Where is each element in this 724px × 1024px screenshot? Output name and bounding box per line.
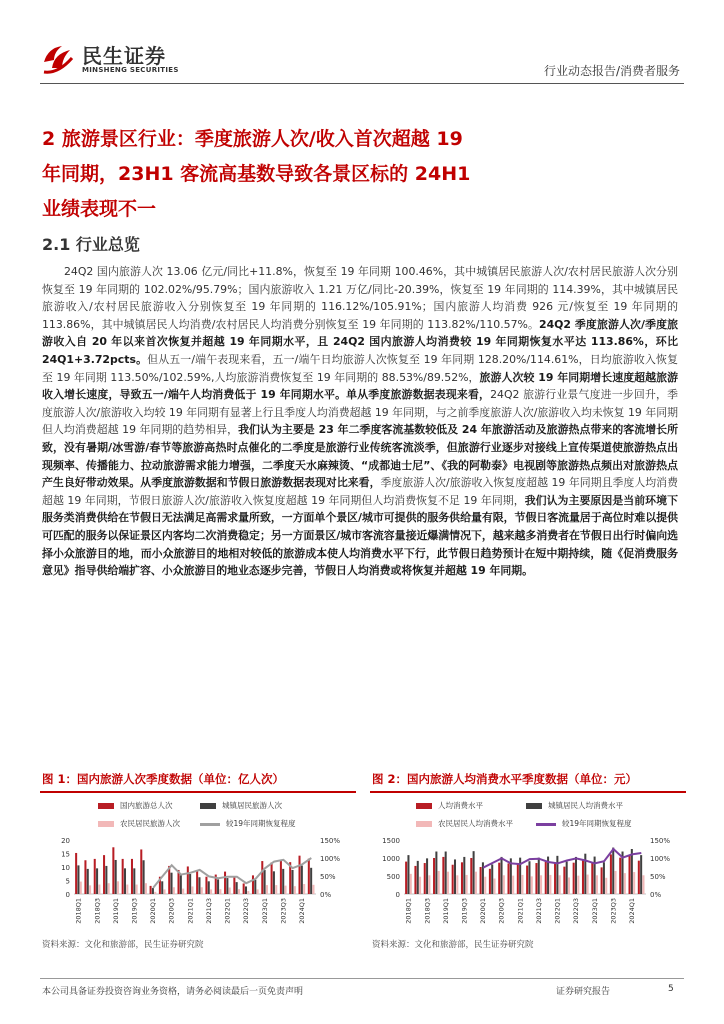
- x-tick-label: 2023Q1: [260, 898, 269, 924]
- bar-农民居民人均消费水平: [447, 872, 449, 894]
- bar-城镇居民旅游人次: [198, 877, 200, 894]
- figure-1-source: 资料来源：文化和旅游部，民生证券研究院: [42, 940, 204, 950]
- bar-人均消费水平: [554, 862, 556, 894]
- bar-城镇居民旅游人次: [161, 881, 163, 894]
- bar-农民居民旅游人次: [210, 889, 212, 894]
- bar-城镇居民旅游人次: [236, 882, 238, 894]
- legend-swatch: [98, 821, 114, 827]
- bar-农民居民人均消费水平: [624, 873, 626, 894]
- bar-国内旅游总人次: [261, 861, 263, 894]
- body-seg-8: 季度旅游人次/旅游收入恢复度超越 19 年同期且季度人均消费超越 19 年同期，节假日旅游人次/旅游收入恢复度超越 19 年同期但人均消费恢复不足 19 年同期，: [42, 476, 678, 507]
- bar-农民居民旅游人次: [312, 885, 314, 894]
- bar-国内旅游总人次: [94, 859, 96, 894]
- figure-2-rule: [370, 791, 686, 793]
- bar-国内旅游总人次: [299, 856, 301, 894]
- section-title-line-3: 业绩表现不一: [42, 198, 157, 220]
- bar-国内旅游总人次: [205, 877, 207, 894]
- body-seg-4: 旅游人次较 19 年同期增长速度超越旅游收入增长速度，导致五一/端午人均消费低于 19 年同期水平。: [42, 370, 678, 402]
- y-tick-label: 15: [61, 850, 70, 859]
- x-tick-label: 2023Q3: [609, 898, 618, 924]
- bar-国内旅游总人次: [233, 877, 235, 894]
- bar-农民居民人均消费水平: [512, 876, 514, 894]
- x-tick-label: 2019Q3: [130, 898, 139, 924]
- bar-农民居民人均消费水平: [568, 877, 570, 894]
- bar-国内旅游总人次: [140, 849, 142, 894]
- bar-国内旅游总人次: [84, 860, 86, 894]
- bar-农民居民旅游人次: [136, 885, 138, 894]
- bar-农民居民人均消费水平: [419, 877, 421, 894]
- body-seg-9: 我们认为主要原因是当前环境下服务类消费供给在节假日无法满足高需求量所致，一方面单个景区/城市可提供的服务供给量有限，节假日客流量居于高位时难以提供可匹配的服务以保证景区内客均二次消费稳定；另一方面景区/城市客流容量接近爆满情况下，越来越多消费者在节假日出行时偏向选择小众旅游目的地，而小众旅游目的地相对较低的旅游成本使人均消费水平下行，此节假日趋势预计在短中期持续，随《促消费服务意见》指导供给端扩容、小众旅游目的地业态逐步完善，节假日人均消费或将恢复并超越 19 年同期。: [42, 493, 678, 578]
- minsheng-logo-icon: [40, 42, 76, 76]
- bar-城镇居民人均消费水平: [501, 857, 503, 894]
- bar-农民居民人均消费水平: [521, 875, 523, 894]
- x-tick-label: 2022Q1: [223, 898, 232, 924]
- legend-swatch: [200, 803, 216, 809]
- body-paragraph: [42, 263, 678, 580]
- bar-国内旅游总人次: [75, 853, 77, 894]
- bar-国内旅游总人次: [187, 866, 189, 894]
- x-tick-label: 2021Q1: [516, 898, 525, 924]
- bar-城镇居民旅游人次: [180, 875, 182, 894]
- bar-人均消费水平: [414, 866, 416, 894]
- bar-城镇居民人均消费水平: [566, 862, 568, 894]
- body-seg-6: 24Q2 旅游行业景气度进一步回升，季度旅游人次/旅游收入均较 19 年同期有显著上行且季度人均消费超越 19 年同期，与之前季度旅游人次/旅游收入均未恢复 19 年同期但人均消费超越 19 年同期的趋势相异，: [42, 388, 679, 437]
- bar-人均消费水平: [489, 869, 491, 894]
- x-tick-label: 2018Q1: [74, 898, 83, 924]
- bar-农民居民旅游人次: [173, 887, 175, 894]
- legend-swatch: [98, 803, 114, 809]
- x-tick-label: 2022Q3: [572, 898, 581, 924]
- bar-城镇居民人均消费水平: [556, 856, 558, 894]
- bar-农民居民人均消费水平: [577, 876, 579, 894]
- y2-tick-label: 150%: [320, 837, 341, 845]
- bar-城镇居民人均消费水平: [612, 848, 614, 894]
- bar-人均消费水平: [610, 854, 612, 894]
- page-number: 5: [668, 984, 674, 994]
- bar-国内旅游总人次: [103, 855, 105, 894]
- x-tick-label: 2019Q1: [111, 898, 120, 924]
- y2-tick-label: 100%: [650, 855, 671, 863]
- bar-城镇居民旅游人次: [171, 873, 173, 894]
- bar-农民居民旅游人次: [201, 887, 203, 894]
- bar-人均消费水平: [582, 861, 584, 894]
- body-seg-1: 24Q2 国内旅游人次 13.06 亿元/同比+11.8%，恢复至 19 年同期 100.46%，其中城镇居民旅游人次/农村居民旅游人次分别恢复至 19 年同期的 102.02%/95.79%；国内旅游收入 1.21 万亿/同比-20.39%，恢复至 19 年同期的 114.39%，其中城镇居民旅游收入/农村居民旅游收入分别恢复至 19 年同期的 116.12%/105.91%；国内旅游人均消费 926 元/恢复至 19 年同期的 113.86%，其中城镇居民人均消费/农村居民人均消费分别恢复至 19 年同期的 113.82%/110.57%。: [42, 265, 678, 331]
- footer-divider: [40, 978, 684, 979]
- legend-swatch: [536, 823, 556, 826]
- bar-农民居民旅游人次: [126, 885, 128, 894]
- bar-国内旅游总人次: [308, 859, 310, 894]
- x-tick-label: 2018Q3: [93, 898, 102, 924]
- bar-城镇居民旅游人次: [254, 880, 256, 894]
- fig1-legend-recovery: 较19年同期恢复程度: [200, 818, 296, 829]
- bar-城镇居民旅游人次: [282, 869, 284, 894]
- fig2-legend-avg: 人均消费水平: [416, 800, 483, 811]
- bar-人均消费水平: [442, 857, 444, 894]
- report-category: 行业动态报告/消费者服务: [543, 64, 680, 78]
- bar-城镇居民旅游人次: [115, 860, 117, 894]
- fig1-legend-total: 国内旅游总人次: [98, 800, 173, 811]
- bar-国内旅游总人次: [150, 886, 152, 894]
- bar-城镇居民人均消费水平: [426, 858, 428, 894]
- bar-国内旅游总人次: [112, 847, 114, 894]
- legend-swatch: [416, 821, 432, 827]
- bar-城镇居民旅游人次: [124, 868, 126, 894]
- fig1-legend-rural: 农民居民旅游人次: [98, 818, 180, 829]
- bar-城镇居民人均消费水平: [640, 855, 642, 894]
- bar-城镇居民旅游人次: [310, 868, 312, 894]
- bar-农民居民旅游人次: [229, 888, 231, 894]
- bar-城镇居民人均消费水平: [538, 858, 540, 894]
- bar-农民居民旅游人次: [182, 889, 184, 894]
- bar-国内旅游总人次: [224, 872, 226, 894]
- figure-1-chart: [40, 834, 356, 934]
- x-tick-label: 2021Q3: [534, 898, 543, 924]
- y-tick-label: 500: [386, 873, 400, 881]
- x-tick-label: 2018Q3: [423, 898, 432, 924]
- bar-人均消费水平: [638, 861, 640, 894]
- bar-人均消费水平: [619, 858, 621, 894]
- bar-人均消费水平: [452, 865, 454, 894]
- y-tick-label: 10: [61, 864, 70, 872]
- x-tick-label: 2019Q3: [460, 898, 469, 924]
- bar-农民居民人均消费水平: [540, 875, 542, 894]
- bar-农民居民人均消费水平: [438, 871, 440, 894]
- bar-农民居民人均消费水平: [456, 875, 458, 894]
- x-tick-label: 2023Q3: [279, 898, 288, 924]
- bar-城镇居民人均消费水平: [463, 857, 465, 894]
- bar-农民居民人均消费水平: [615, 871, 617, 894]
- bar-农民居民旅游人次: [164, 889, 166, 894]
- y-tick-label: 5: [65, 877, 70, 886]
- bar-国内旅游总人次: [122, 859, 124, 894]
- figure-2-source: 资料来源：文化和旅游部，民生证券研究院: [372, 940, 534, 950]
- bar-农民居民旅游人次: [275, 885, 277, 894]
- bar-农民居民人均消费水平: [605, 878, 607, 894]
- x-tick-label: 2021Q1: [186, 898, 195, 924]
- bar-农民居民人均消费水平: [484, 877, 486, 894]
- bar-人均消费水平: [563, 867, 565, 894]
- bar-农民居民人均消费水平: [503, 875, 505, 894]
- x-tick-label: 2024Q1: [298, 898, 307, 924]
- bar-人均消费水平: [498, 863, 500, 894]
- bar-农民居民旅游人次: [285, 886, 287, 894]
- bar-城镇居民人均消费水平: [491, 864, 493, 894]
- bar-人均消费水平: [629, 855, 631, 894]
- bar-城镇居民旅游人次: [208, 881, 210, 894]
- bar-人均消费水平: [508, 863, 510, 894]
- bar-农民居民人均消费水平: [642, 875, 644, 894]
- bar-城镇居民旅游人次: [77, 865, 79, 894]
- bar-国内旅游总人次: [252, 875, 254, 894]
- bar-城镇居民人均消费水平: [603, 862, 605, 894]
- bar-城镇居民旅游人次: [273, 871, 275, 894]
- bar-农民居民人均消费水平: [466, 875, 468, 894]
- bar-农民居民旅游人次: [117, 881, 119, 894]
- bar-城镇居民人均消费水平: [454, 859, 456, 894]
- x-tick-label: 2020Q3: [497, 898, 506, 924]
- bar-农民居民旅游人次: [191, 886, 193, 894]
- bar-农民居民人均消费水平: [428, 875, 430, 894]
- x-tick-label: 2023Q1: [590, 898, 599, 924]
- figure-1-rule: [40, 791, 356, 793]
- y-tick-label: 1000: [382, 855, 400, 863]
- y2-tick-label: 50%: [320, 873, 336, 881]
- logo-english-name: MINSHENG SECURITIES: [82, 66, 179, 74]
- fig2-legend-rural: 农民居民人均消费水平: [416, 818, 513, 829]
- legend-swatch: [200, 823, 220, 826]
- bar-人均消费水平: [535, 863, 537, 894]
- x-tick-label: 2022Q3: [242, 898, 251, 924]
- x-tick-label: 2024Q1: [628, 898, 637, 924]
- x-tick-label: 2018Q1: [404, 898, 413, 924]
- bar-农民居民人均消费水平: [531, 876, 533, 894]
- body-seg-3: 但从五一/端午表现来看，五一/端午日均旅游人次恢复至 19 年同期 128.20%/114.61%，日均旅游收入恢复至 19 年同期 113.50%/102.59%,人均旅游消费恢复至 19 年同期的 88.53%/89.52%，: [42, 352, 678, 384]
- figure-1-title: 图 1：国内旅游人次季度数据（单位：亿人次）: [42, 772, 285, 786]
- bar-农民居民旅游人次: [247, 891, 249, 894]
- bar-城镇居民人均消费水平: [528, 861, 530, 894]
- bar-城镇居民旅游人次: [217, 879, 219, 894]
- recovery-line: [483, 849, 641, 868]
- x-tick-label: 2020Q3: [167, 898, 176, 924]
- bar-人均消费水平: [424, 863, 426, 894]
- y2-tick-label: 0%: [650, 891, 662, 899]
- body-seg-5: 单从季度旅游数据表现来看，: [346, 388, 491, 402]
- bar-城镇居民旅游人次: [133, 868, 135, 894]
- bar-农民居民旅游人次: [98, 885, 100, 894]
- bar-农民居民人均消费水平: [633, 872, 635, 894]
- bar-城镇居民人均消费水平: [445, 852, 447, 894]
- bar-农民居民人均消费水平: [475, 872, 477, 894]
- bar-人均消费水平: [480, 867, 482, 894]
- body-seg-2: 24Q2 季度旅游人次/季度旅游收入自 20 年以来首次恢复并超越 19 年同期水平，且 24Q2 国内旅游人均消费较 19 年同期恢复水平达 113.86%，环比 24Q1+3.72pcts。: [42, 317, 679, 366]
- bar-城镇居民旅游人次: [245, 886, 247, 894]
- footer-disclaimer: 本公司具备证券投资咨询业务资格，请务必阅读最后一页免责声明: [42, 987, 304, 997]
- bar-农民居民旅游人次: [89, 885, 91, 894]
- bar-人均消费水平: [470, 858, 472, 894]
- bar-城镇居民旅游人次: [105, 866, 107, 894]
- fig2-legend-urban: 城镇居民人均消费水平: [526, 800, 623, 811]
- bar-城镇居民旅游人次: [264, 870, 266, 894]
- legend-swatch: [526, 803, 542, 809]
- fig1-legend-urban: 城镇居民旅游人次: [200, 800, 282, 811]
- bar-农民居民旅游人次: [80, 882, 82, 894]
- bar-人均消费水平: [526, 866, 528, 894]
- x-tick-label: 2022Q1: [553, 898, 562, 924]
- bar-人均消费水平: [405, 862, 407, 894]
- y2-tick-label: 100%: [320, 855, 341, 863]
- y2-tick-label: 50%: [650, 873, 666, 881]
- bar-城镇居民人均消费水平: [575, 857, 577, 894]
- bar-人均消费水平: [461, 862, 463, 894]
- y-tick-label: 0: [395, 891, 400, 899]
- x-tick-label: 2021Q3: [204, 898, 213, 924]
- logo-chinese-name: 民生证券: [82, 44, 166, 68]
- header-divider: [40, 83, 684, 84]
- bar-农民居民旅游人次: [294, 886, 296, 894]
- bar-农民居民旅游人次: [238, 889, 240, 894]
- fig2-legend-recovery: 较19年同期恢复程度: [536, 818, 632, 829]
- bar-农民居民旅游人次: [154, 892, 156, 894]
- bar-国内旅游总人次: [131, 859, 133, 894]
- y-tick-label: 1500: [382, 837, 400, 845]
- bar-城镇居民旅游人次: [226, 878, 228, 894]
- bar-农民居民人均消费水平: [587, 875, 589, 894]
- bar-人均消费水平: [573, 863, 575, 894]
- bar-农民居民人均消费水平: [494, 879, 496, 894]
- bar-农民居民旅游人次: [303, 884, 305, 894]
- bar-国内旅游总人次: [271, 862, 273, 894]
- x-tick-label: 2020Q1: [479, 898, 488, 924]
- bar-城镇居民旅游人次: [301, 866, 303, 894]
- bar-人均消费水平: [433, 858, 435, 894]
- bar-农民居民人均消费水平: [596, 875, 598, 894]
- bar-农民居民人均消费水平: [549, 875, 551, 894]
- bar-城镇居民旅游人次: [87, 869, 89, 894]
- bar-国内旅游总人次: [280, 861, 282, 894]
- y-tick-label: 0: [65, 891, 70, 899]
- bar-人均消费水平: [545, 862, 547, 894]
- bar-人均消费水平: [591, 862, 593, 894]
- bar-农民居民旅游人次: [257, 889, 259, 894]
- bar-城镇居民人均消费水平: [407, 855, 409, 894]
- legend-swatch: [416, 803, 432, 809]
- x-tick-label: 2019Q1: [441, 898, 450, 924]
- bar-人均消费水平: [517, 863, 519, 894]
- bar-城镇居民旅游人次: [143, 860, 145, 894]
- bar-国内旅游总人次: [196, 871, 198, 894]
- bar-城镇居民人均消费水平: [473, 851, 475, 894]
- body-seg-7: 我们认为主要是 23 年二季度客流基数较低及 24 年旅游活动及旅游热点带来的客流增长所致，没有暑期/冰雪游/春节等旅游高热时点催化的二季度是旅游行业传统客流淡季，但旅游行业逐步对接线上宣传渠道使旅游热点出现频率、传播能力、拉动旅游需求能力增强，二季度天水麻辣烫、“成都迪士尼”、《我的阿勒泰》电视剧等旅游热点频出对旅游热点产生良好带动效果。从季度旅游数据和节假日旅游数据表现对比来看，: [42, 423, 678, 490]
- recovery-line: [153, 858, 311, 888]
- bar-城镇居民人均消费水平: [435, 852, 437, 894]
- x-tick-label: 2020Q1: [149, 898, 158, 924]
- bar-国内旅游总人次: [243, 883, 245, 894]
- y-tick-label: 20: [61, 837, 70, 845]
- bar-农民居民旅游人次: [145, 883, 147, 894]
- figure-2-title: 图 2：国内旅游人均消费水平季度数据（单位：元）: [372, 772, 638, 786]
- bar-人均消费水平: [601, 867, 603, 894]
- bar-城镇居民旅游人次: [152, 888, 154, 894]
- bar-农民居民旅游人次: [219, 889, 221, 894]
- y2-tick-label: 0%: [320, 891, 332, 899]
- figure-2-chart: [370, 834, 686, 934]
- section-title-line-2: 年同期，23H1 客流高基数导致各景区标的 24H1: [42, 163, 471, 185]
- bar-城镇居民旅游人次: [292, 870, 294, 894]
- bar-农民居民旅游人次: [266, 885, 268, 894]
- bar-农民居民人均消费水平: [410, 874, 412, 894]
- bar-城镇居民旅游人次: [96, 868, 98, 894]
- bar-城镇居民人均消费水平: [417, 861, 419, 894]
- bar-城镇居民旅游人次: [189, 874, 191, 894]
- y2-tick-label: 150%: [650, 837, 671, 845]
- section-title-line-1: 2 旅游景区行业：季度旅游人次/收入首次超越 19: [42, 128, 463, 150]
- subsection-title: 2.1 行业总览: [42, 235, 140, 254]
- bar-农民居民人均消费水平: [559, 875, 561, 894]
- footer-report-type: 证券研究报告: [556, 987, 611, 997]
- bar-农民居民旅游人次: [108, 883, 110, 894]
